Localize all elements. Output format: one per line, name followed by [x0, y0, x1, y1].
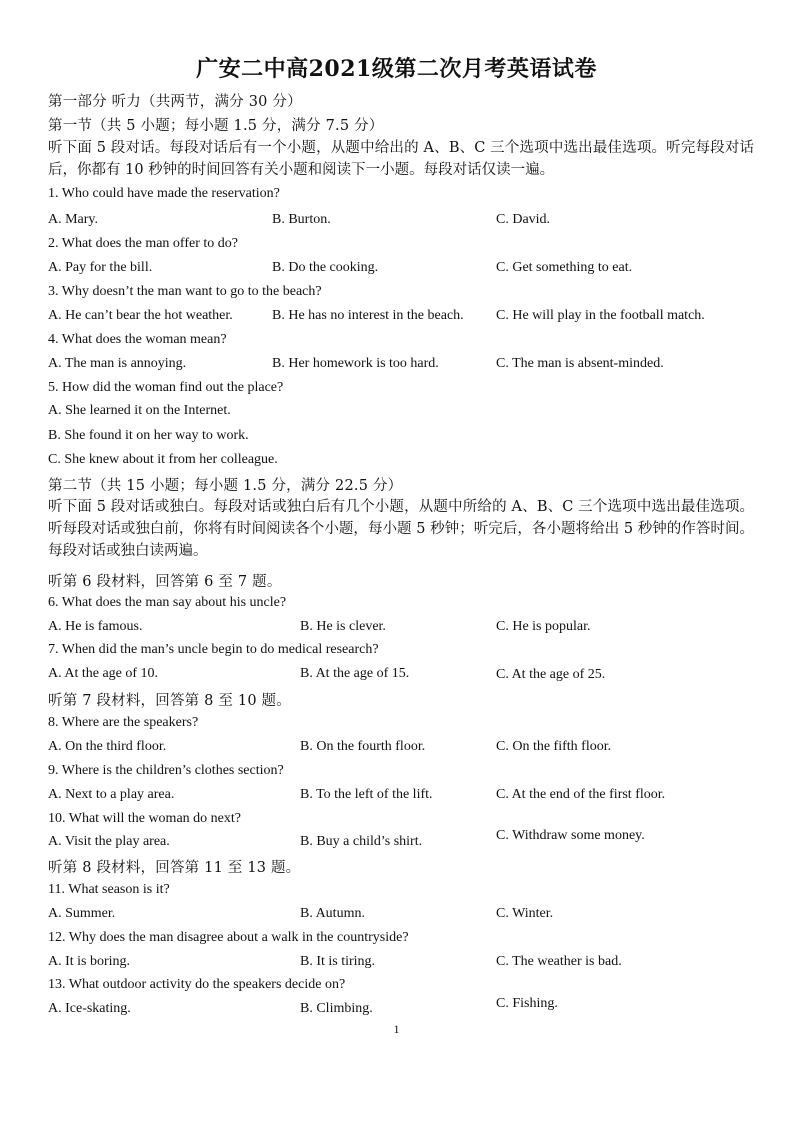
question-2-option-b: B. Do the cooking.: [272, 260, 379, 275]
question-12-option-b: B. It is tiring.: [300, 954, 376, 969]
question-8-option-b: B. On the fourth floor.: [300, 739, 426, 754]
question-10-option-b: B. Buy a child’s shirt.: [300, 834, 423, 849]
question-4-option-a: A. The man is annoying.: [48, 356, 187, 371]
section1-instruction: 听下面 5 段对话。每段对话后有一个小题，从题中给出的 A、B、C 三个选项中选出最佳选项。听完每段对话后，你都有 10 秒钟的时间回答有关小题和阅读下一小题。每段对话仅读一遍。: [48, 140, 754, 178]
question-4-stem: 4. What does the woman mean?: [48, 332, 227, 347]
question-5-option-c: C. She knew about it from her colleague.: [48, 452, 278, 467]
question-6-stem: 6. What does the man say about his uncle?: [48, 595, 287, 610]
question-12-stem: 12. Why does the man disagree about a walk in the countryside?: [48, 930, 409, 945]
exam-title: 广安二中高2021级第二次月考英语试卷: [196, 56, 597, 82]
question-3-option-a: A. He can’t bear the hot weather.: [48, 308, 233, 323]
page-number: 1: [393, 1022, 400, 1036]
question-7-stem: 7. When did the man’s uncle begin to do medical research?: [48, 642, 379, 657]
question-7-option-c: C. At the age of 25.: [496, 667, 606, 682]
question-8-stem: 8. Where are the speakers?: [48, 715, 199, 730]
question-4-option-c: C. The man is absent-minded.: [496, 356, 664, 371]
question-2-stem: 2. What does the man offer to do?: [48, 236, 238, 251]
question-12-option-c: C. The weather is bad.: [496, 954, 622, 969]
question-1-option-b: B. Burton.: [272, 212, 331, 227]
section1-heading: 第一节（共 5 小题；每小题 1.5 分，满分 7.5 分）: [48, 118, 384, 134]
question-2-option-c: C. Get something to eat.: [496, 260, 633, 275]
question-2-option-a: A. Pay for the bill.: [48, 260, 153, 275]
question-10-option-a: A. Visit the play area.: [48, 834, 170, 849]
question-13-option-b: B. Climbing.: [300, 1001, 373, 1016]
question-11-option-c: C. Winter.: [496, 906, 554, 921]
material-6-heading: 听第 6 段材料，回答第 6 至 7 题。: [48, 574, 282, 590]
question-13-option-a: A. Ice-skating.: [48, 1001, 131, 1016]
part1-heading: 第一部分 听力（共两节，满分 30 分）: [48, 94, 302, 110]
question-9-option-b: B. To the left of the lift.: [300, 787, 433, 802]
question-3-stem: 3. Why doesn’t the man want to go to the beach?: [48, 284, 322, 299]
question-6-option-c: C. He is popular.: [496, 619, 591, 634]
question-13-option-c: C. Fishing.: [496, 996, 558, 1011]
question-7-option-a: A. At the age of 10.: [48, 666, 159, 681]
question-3-option-b: B. He has no interest in the beach.: [272, 308, 464, 323]
question-1-stem: 1. Who could have made the reservation?: [48, 186, 280, 201]
question-1-option-c: C. David.: [496, 212, 551, 227]
question-6-option-b: B. He is clever.: [300, 619, 386, 634]
question-13-stem: 13. What outdoor activity do the speakers decide on?: [48, 977, 346, 992]
question-3-option-c: C. He will play in the football match.: [496, 308, 705, 323]
material-7-heading: 听第 7 段材料，回答第 8 至 10 题。: [48, 693, 291, 709]
question-9-option-c: C. At the end of the first floor.: [496, 787, 666, 802]
question-8-option-a: A. On the third floor.: [48, 739, 167, 754]
question-9-stem: 9. Where is the children’s clothes section?: [48, 763, 284, 778]
question-9-option-a: A. Next to a play area.: [48, 787, 175, 802]
question-5-option-b: B. She found it on her way to work.: [48, 428, 249, 443]
question-11-stem: 11. What season is it?: [48, 882, 170, 897]
question-8-option-c: C. On the fifth floor.: [496, 739, 612, 754]
question-5-stem: 5. How did the woman find out the place?: [48, 380, 284, 395]
question-12-option-a: A. It is boring.: [48, 954, 131, 969]
question-7-option-b: B. At the age of 15.: [300, 666, 410, 681]
material-8-heading: 听第 8 段材料，回答第 11 至 13 题。: [48, 860, 301, 876]
question-4-option-b: B. Her homework is too hard.: [272, 356, 439, 371]
question-11-option-b: B. Autumn.: [300, 906, 365, 921]
question-11-option-a: A. Summer.: [48, 906, 116, 921]
question-10-stem: 10. What will the woman do next?: [48, 811, 241, 826]
section2-instruction: 听下面 5 段对话或独白。每段对话或独白后有几个小题，从题中所给的 A、B、C 三个选项中选出最佳选项。听每段对话或独白前，你将有时间阅读各个小题，每小题 5 秒钟；听完后，各小题将给出 5 秒钟的作答时间。每段对话或独白读两遍。: [48, 499, 754, 559]
question-6-option-a: A. He is famous.: [48, 619, 143, 634]
question-10-option-c: C. Withdraw some money.: [496, 828, 645, 843]
section2-heading: 第二节（共 15 小题；每小题 1.5 分，满分 22.5 分）: [48, 478, 403, 494]
question-1-option-a: A. Mary.: [48, 212, 99, 227]
question-5-option-a: A. She learned it on the Internet.: [48, 403, 231, 418]
